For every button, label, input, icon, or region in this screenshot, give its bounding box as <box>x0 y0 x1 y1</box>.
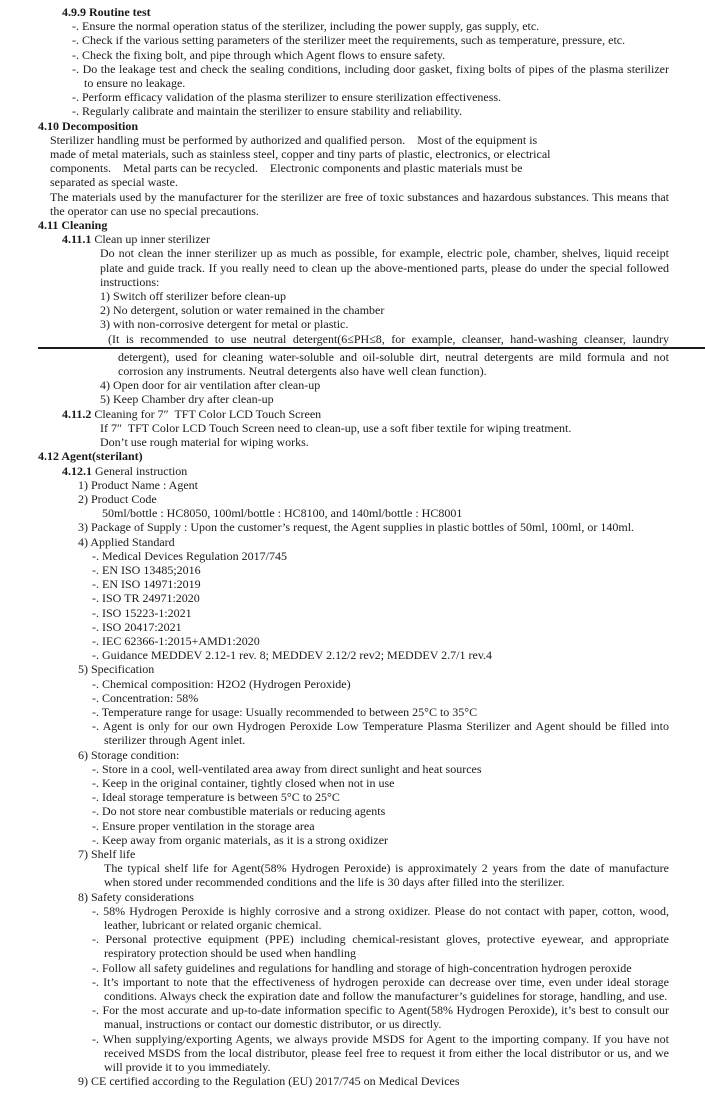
text-line: Sterilizer handling must be performed by authorized and qualified person. Most of the equipment is <box>50 132 538 147</box>
section-title: Cleaning <box>58 218 108 233</box>
section-number: 4.12 <box>38 449 59 464</box>
text-line: -. Chemical composition: H2O2 (Hydrogen Peroxide) <box>92 676 351 691</box>
text-line: -. Concentration: 58% <box>92 690 199 705</box>
section-number: 4.10 <box>38 118 59 133</box>
text-line: 2) Product Code <box>78 491 157 506</box>
text-line: -. Ideal storage temperature is between 5°C to 25°C <box>92 790 340 805</box>
text-line: -. Do not store near combustible materials or reducing agents <box>92 804 386 819</box>
section-heading-4-10 <box>0 119 669 133</box>
section-heading-4-11-1 <box>0 232 669 246</box>
text-line: 3) with non-corrosive detergent for metal or plastic. <box>100 317 349 332</box>
section-number: 4.11.1 <box>62 232 92 247</box>
text-line: -. Store in a cool, well-ventilated area away from direct sunlight and heat sources <box>92 761 482 776</box>
text-line: 5) Keep Chamber dry after clean-up <box>100 392 274 407</box>
text-line: -. ISO TR 24971:2020 <box>92 591 200 606</box>
paragraph: -. For the most accurate and up-to-date information specific to Agent(58% Hydrogen Peroxide), it’s best to consult our manual, instructions or contact our domestic distributor, or us directly. <box>92 1003 669 1032</box>
text-line: 4) Applied Standard <box>78 534 175 549</box>
section-title: Clean up inner sterilizer <box>91 232 210 247</box>
section-title: Routine test <box>86 5 151 19</box>
section-number: 4.12.1 <box>62 463 92 478</box>
text-line: 2) No detergent, solution or water remained in the chamber <box>100 303 385 318</box>
text-line: Don’t use rough material for wiping works. <box>100 435 309 450</box>
paragraph: The typical shelf life for Agent(58% Hydrogen Peroxide) is approximately 2 years from the date of manufacture when stored under recommended conditions and the life is 30 days after filled into the sterilizer. <box>104 861 669 890</box>
paragraph: detergent), used for cleaning water-soluble and oil-soluble dirt, neutral detergents are mild formula and not corrosion any instruments. Neutral detergents also have well clean function). <box>118 349 669 379</box>
text-line: -. Temperature range for usage: Usually recommended to between 25°C to 35°C <box>92 704 478 719</box>
text-line: -. Medical Devices Regulation 2017/745 <box>92 548 287 563</box>
text-line: 3) Package of Supply : Upon the customer’s request, the Agent supplies in plastic bottles of 50ml, 100ml, or 140ml. <box>78 520 635 535</box>
text-line: -. EN ISO 14971:2019 <box>92 577 201 592</box>
section-heading-4-11 <box>0 218 669 232</box>
paragraph: -. Check if the various setting parameters of the sterilizer meet the requirements, such as temperature, pressure, etc. <box>72 33 626 48</box>
text-line: 8) Safety considerations <box>78 889 194 904</box>
text-line: -. Regularly calibrate and maintain the sterilizer to ensure stability and reliability. <box>72 104 463 119</box>
section-title: General instruction <box>92 463 188 478</box>
section-heading-4-9-9 <box>0 5 669 19</box>
text-line: -. Keep in the original container, tightly closed when not in use <box>92 775 395 790</box>
text-line: (It is recommended to use neutral detergent(6≤PH≤8, for example, cleanser, hand-washing cleanser, laundry <box>108 331 669 346</box>
text-line: -. Guidance MEDDEV 2.12-1 rev. 8; MEDDEV 2.12/2 rev2; MEDDEV 2.7/1 rev.4 <box>92 648 493 663</box>
text-line: -. Follow all safety guidelines and regulations for handling and storage of high-concentration hydrogen peroxide <box>92 960 632 975</box>
text-line: -. Ensure proper ventilation in the storage area <box>92 818 315 833</box>
paragraph: The materials used by the manufacturer for the sterilizer are free of toxic substances and hazardous substances. This means that the operator can use no special precautions. <box>50 189 669 218</box>
section-number: 4.11.2 <box>62 406 92 421</box>
text-line: 9) CE certified according to the Regulation (EU) 2017/745 on Medical Devices <box>78 1074 460 1089</box>
paragraph: -. Agent is only for our own Hydrogen Peroxide Low Temperature Plasma Sterilizer and Agent should be filled into sterilizer through Agent inlet. <box>92 719 669 748</box>
text-line: -. Ensure the normal operation status of the sterilizer, including the power supply, gas supply, etc. <box>72 19 540 34</box>
section-title: Cleaning for 7″ TFT Color LCD Touch Screen <box>91 406 322 421</box>
section-heading-4-12 <box>0 449 669 463</box>
paragraph: -. When supplying/exporting Agents, we always provide MSDS for Agent to the importing company. If you have not received MSDS from the local distributor, please feel free to request it from either the local distributor or us, and we will provide it to you immediately. <box>92 1031 669 1075</box>
text-line: -. EN ISO 13485;2016 <box>92 562 201 577</box>
text-line: separated as special waste. <box>50 175 178 190</box>
text-line: -. Keep away from organic materials, as it is a strong oxidizer <box>92 832 389 847</box>
paragraph: -. It’s important to note that the effectiveness of hydrogen peroxide can decrease over time, even under ideal storage conditions. Always check the expiration date and follow the manufacturer’s guidelines for storage, handling, and use. <box>92 974 669 1004</box>
text-line: 50ml/bottle : HC8050, 100ml/bottle : HC8100, and 140ml/bottle : HC8001 <box>102 506 463 521</box>
paragraph: -. 58% Hydrogen Peroxide is highly corrosive and a strong oxidizer. Please do not contact with paper, cotton, wood, leather, lubricant or related organic chemical. <box>92 903 669 932</box>
text-line: made of metal materials, such as stainless steel, copper and tiny parts of plastic, electronics, or electrical <box>50 147 551 162</box>
paragraph: Do not clean the inner sterilizer up as much as possible, for example, electric pole, chamber, shelves, liquid receipt plate and guide track. If you really need to clean up the above-mentioned parts, please do under the special followed instructions: <box>100 246 669 289</box>
text-line: -. IEC 62366-1:2015+AMD1:2020 <box>92 633 260 648</box>
text-line: -. Check the fixing bolt, and pipe through which Agent flows to ensure safety. <box>72 47 446 62</box>
text-line: 1) Switch off sterilizer before clean-up <box>100 289 287 304</box>
text-line: -. Perform efficacy validation of the plasma sterilizer to ensure sterilization effectiveness. <box>72 90 502 105</box>
section-heading-4-12-1 <box>0 464 669 478</box>
section-number: 4.9.9 <box>62 5 86 19</box>
text-line: If 7″ TFT Color LCD Touch Screen need to clean-up, use a soft fiber textile for wiping treatment. <box>100 420 572 435</box>
paragraph: -. Do the leakage test and check the sealing conditions, including door gasket, fixing bolts of pipes of the plasma sterilizer to ensure no leakage. <box>72 61 669 91</box>
text-line: -. ISO 20417:2021 <box>92 619 182 634</box>
text-line: 6) Storage condition: <box>78 747 180 762</box>
section-title: Agent(sterilant) <box>59 449 143 464</box>
text-line: 7) Shelf life <box>78 846 136 861</box>
section-number: 4.11 <box>38 218 59 233</box>
text-line: -. ISO 15223-1:2021 <box>92 605 192 620</box>
text-line: 5) Specification <box>78 662 155 677</box>
text-line: 4) Open door for air ventilation after clean-up <box>100 378 321 393</box>
section-heading-4-11-2 <box>0 407 669 421</box>
text-line: components. Metal parts can be recycled. Electronic components and plastic materials must be <box>50 161 523 176</box>
section-title: Decomposition <box>59 118 138 133</box>
paragraph: -. Personal protective equipment (PPE) including chemical-resistant gloves, protective eyewear, and appropriate respiratory protection should be used when handling <box>92 932 669 961</box>
page-break-rule <box>38 347 705 349</box>
text-line: 1) Product Name : Agent <box>78 477 198 492</box>
